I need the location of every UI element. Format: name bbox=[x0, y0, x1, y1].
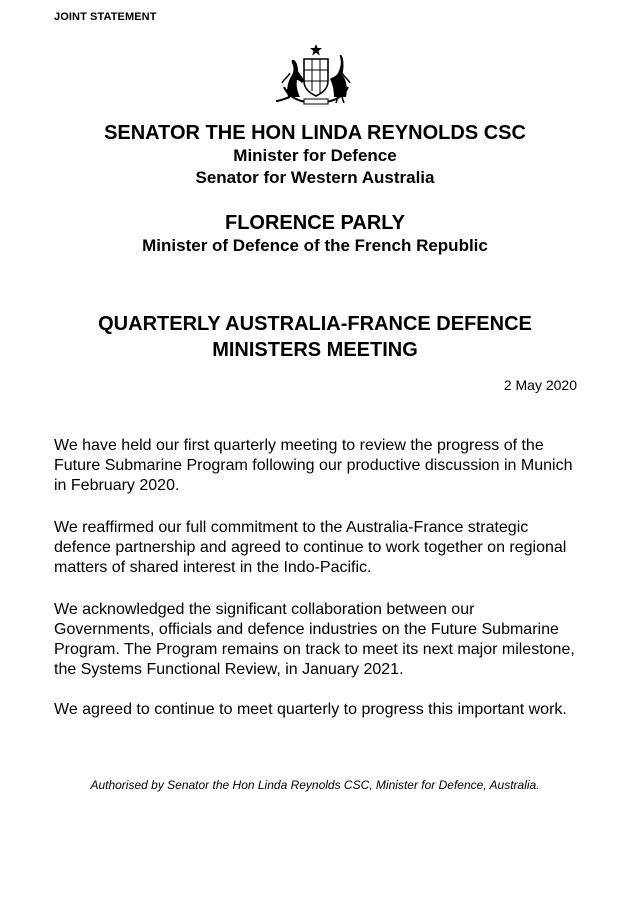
minister2-block bbox=[0, 211, 630, 257]
title-line-2: MINISTERS MEETING bbox=[212, 339, 418, 361]
paragraph-text: We agreed to continue to meet quarterly to progress this important work. bbox=[54, 701, 567, 718]
statement-label: JOINT STATEMENT bbox=[54, 11, 157, 23]
title-line-1: QUARTERLY AUSTRALIA-FRANCE DEFENCE bbox=[98, 313, 532, 335]
paragraph-text: We acknowledged the significant collaboration between our Governments, officials and defence industries on the Future Submarine Program. The Program remains on track to meet its next major milestone, the Systems Functional Review, in January 2021. bbox=[54, 601, 575, 678]
minister1-name: SENATOR THE HON LINDA REYNOLDS CSC bbox=[104, 122, 526, 144]
paragraph-4 bbox=[54, 700, 579, 720]
minister1-role: Minister for Defence bbox=[233, 146, 397, 165]
minister1-block bbox=[0, 121, 630, 189]
statement-date: 2 May 2020 bbox=[503, 377, 577, 393]
authorisation-footer: Authorised by Senator the Hon Linda Reynolds CSC, Minister for Defence, Australia. bbox=[90, 778, 540, 792]
commonwealth-coat-of-arms-icon bbox=[270, 43, 362, 109]
paragraph-1 bbox=[54, 436, 579, 496]
minister1-seat: Senator for Western Australia bbox=[195, 168, 435, 187]
minister2-name: FLORENCE PARLY bbox=[224, 212, 406, 234]
page-title bbox=[0, 311, 630, 363]
minister2-role: Minister of Defence of the French Republic bbox=[142, 236, 488, 255]
paragraph-text: We have held our first quarterly meeting to review the progress of the Future Submarine Program following our productive discussion in Munich in February 2020. bbox=[54, 437, 573, 494]
paragraph-text: We reaffirmed our full commitment to the Australia-France strategic defence partnership and agreed to continue to work together on regional matters of shared interest in the Indo-Pacific. bbox=[54, 519, 567, 576]
paragraph-3 bbox=[54, 600, 579, 680]
paragraph-2 bbox=[54, 518, 579, 578]
